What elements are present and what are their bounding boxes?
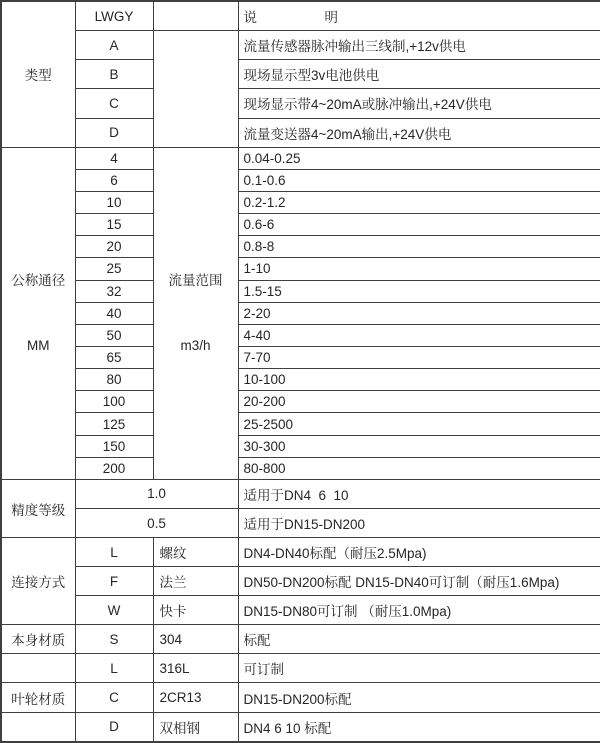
- cell-type-code: C: [75, 89, 153, 118]
- cell-connection-desc: DN15-DN80可订制 （耐压1.0Mpa): [238, 596, 600, 625]
- table-row: [1, 712, 600, 742]
- cell-flow-range: 10-100: [238, 369, 600, 391]
- cell-dn-value: 4: [75, 147, 153, 169]
- cell-material-name: 304: [153, 625, 238, 654]
- cell-flow-range: 30-300: [238, 435, 600, 457]
- cell-diameter-section-label: [1, 147, 75, 479]
- cell-connection-name: 快卡: [153, 596, 238, 625]
- cell-dn-value: 40: [75, 302, 153, 324]
- table-row: [1, 1, 600, 31]
- cell-connection-code: F: [75, 567, 153, 596]
- cell-dn-value: 10: [75, 191, 153, 213]
- table-row: [1, 60, 600, 89]
- cell-type-desc: 现场显示型3v电池供电: [238, 60, 600, 89]
- cell-connection-desc: DN50-DN200标配 DN15-DN40可订制（耐压1.6Mpa): [238, 567, 600, 596]
- cell-flow-range: 20-200: [238, 391, 600, 413]
- cell-accuracy-section-label: 精度等级: [1, 479, 75, 537]
- cell-connection-code: L: [75, 538, 153, 567]
- cell-dn-value: 100: [75, 391, 153, 413]
- table-row: [1, 596, 600, 625]
- cell-type-code: B: [75, 60, 153, 89]
- diameter-label-line2: MM: [27, 337, 50, 353]
- cell-material-code: C: [75, 683, 153, 712]
- table-row: [1, 280, 600, 302]
- cell-dn-value: 125: [75, 413, 153, 435]
- table-row: [1, 391, 600, 413]
- cell-flow-range: 4-40: [238, 324, 600, 346]
- cell-flow-range: 80-800: [238, 457, 600, 479]
- table-row: [1, 509, 600, 538]
- table-row: [1, 147, 600, 169]
- cell-connection-desc: DN4-DN40标配（耐压2.5Mpa): [238, 538, 600, 567]
- table-row: [1, 258, 600, 280]
- cell-type-desc: 流量传感器脉冲输出三线制,+12v供电: [238, 31, 600, 60]
- cell-dn-value: 20: [75, 236, 153, 258]
- cell-connection-name: 螺纹: [153, 538, 238, 567]
- cell-impeller-material-label: 叶轮材质: [1, 683, 75, 712]
- table-row: [1, 683, 600, 712]
- table-row: [1, 236, 600, 258]
- cell-connection-code: W: [75, 596, 153, 625]
- cell-dn-value: 32: [75, 280, 153, 302]
- cell-empty: [153, 31, 238, 147]
- table-row: [1, 413, 600, 435]
- cell-material-desc: DN15-DN200标配: [238, 683, 600, 712]
- cell-dn-value: 25: [75, 258, 153, 280]
- cell-accuracy-value: 1.0: [75, 479, 238, 508]
- cell-dn-value: 65: [75, 346, 153, 368]
- cell-flow-range: 7-70: [238, 346, 600, 368]
- cell-material-label-empty: [1, 712, 75, 742]
- cell-flow-range: 25-2500: [238, 413, 600, 435]
- cell-type-desc: 现场显示带4~20mA或脉冲输出,+24V供电: [238, 89, 600, 118]
- table-row: [1, 324, 600, 346]
- flow-range-label-line2: m3/h: [180, 337, 211, 353]
- cell-type-code: A: [75, 31, 153, 60]
- table-row: [1, 435, 600, 457]
- cell-flow-range: 0.8-8: [238, 236, 600, 258]
- cell-dn-value: 6: [75, 169, 153, 191]
- cell-flow-range: 0.04-0.25: [238, 147, 600, 169]
- cell-dn-value: 15: [75, 214, 153, 236]
- table-row: [1, 567, 600, 596]
- cell-flow-range-label: [153, 147, 238, 479]
- diameter-label-line1: 公称通径: [11, 273, 66, 289]
- cell-empty: [153, 1, 238, 31]
- cell-dn-value: 200: [75, 457, 153, 479]
- cell-accuracy-desc: 适用于DN4 6 10: [238, 479, 600, 508]
- cell-material-desc: 标配: [238, 625, 600, 654]
- table-row: [1, 118, 600, 147]
- cell-connection-section-label: 连接方式: [1, 538, 75, 625]
- cell-dn-value: 50: [75, 324, 153, 346]
- table-row: [1, 346, 600, 368]
- cell-flow-range: 0.1-0.6: [238, 169, 600, 191]
- table-row: [1, 479, 600, 508]
- cell-flow-range: 0.6-6: [238, 214, 600, 236]
- table-row: [1, 538, 600, 567]
- cell-accuracy-value: 0.5: [75, 509, 238, 538]
- cell-connection-name: 法兰: [153, 567, 238, 596]
- table-row: [1, 625, 600, 654]
- table-row: [1, 369, 600, 391]
- table-row: [1, 31, 600, 60]
- cell-type-section-label: 类型: [1, 1, 75, 147]
- table-row: [1, 457, 600, 479]
- cell-material-code: L: [75, 654, 153, 683]
- table-row: [1, 302, 600, 324]
- cell-material-desc: DN4 6 10 标配: [238, 712, 600, 742]
- cell-model-code: LWGY: [75, 1, 153, 31]
- cell-flow-range: 1-10: [238, 258, 600, 280]
- flow-range-label-line1: 流量范围: [168, 273, 223, 289]
- cell-material-name: 2CR13: [153, 683, 238, 712]
- cell-type-code: D: [75, 118, 153, 147]
- table-row: [1, 654, 600, 683]
- cell-body-material-label: 本身材质: [1, 625, 75, 654]
- cell-dn-value: 150: [75, 435, 153, 457]
- cell-type-desc: 流量变送器4~20mA输出,+24V供电: [238, 118, 600, 147]
- cell-flow-range: 2-20: [238, 302, 600, 324]
- table-row: [1, 89, 600, 118]
- table-row: [1, 214, 600, 236]
- cell-material-code: D: [75, 712, 153, 742]
- table-row: [1, 191, 600, 213]
- cell-material-name: 双相钢: [153, 712, 238, 742]
- cell-flow-range: 1.5-15: [238, 280, 600, 302]
- cell-desc-header: 说 明: [238, 1, 600, 31]
- cell-dn-value: 80: [75, 369, 153, 391]
- cell-material-code: S: [75, 625, 153, 654]
- cell-material-desc: 可订制: [238, 654, 600, 683]
- cell-material-name: 316L: [153, 654, 238, 683]
- cell-accuracy-desc: 适用于DN15-DN200: [238, 509, 600, 538]
- table-row: [1, 169, 600, 191]
- cell-flow-range: 0.2-1.2: [238, 191, 600, 213]
- cell-material-label-empty: [1, 654, 75, 683]
